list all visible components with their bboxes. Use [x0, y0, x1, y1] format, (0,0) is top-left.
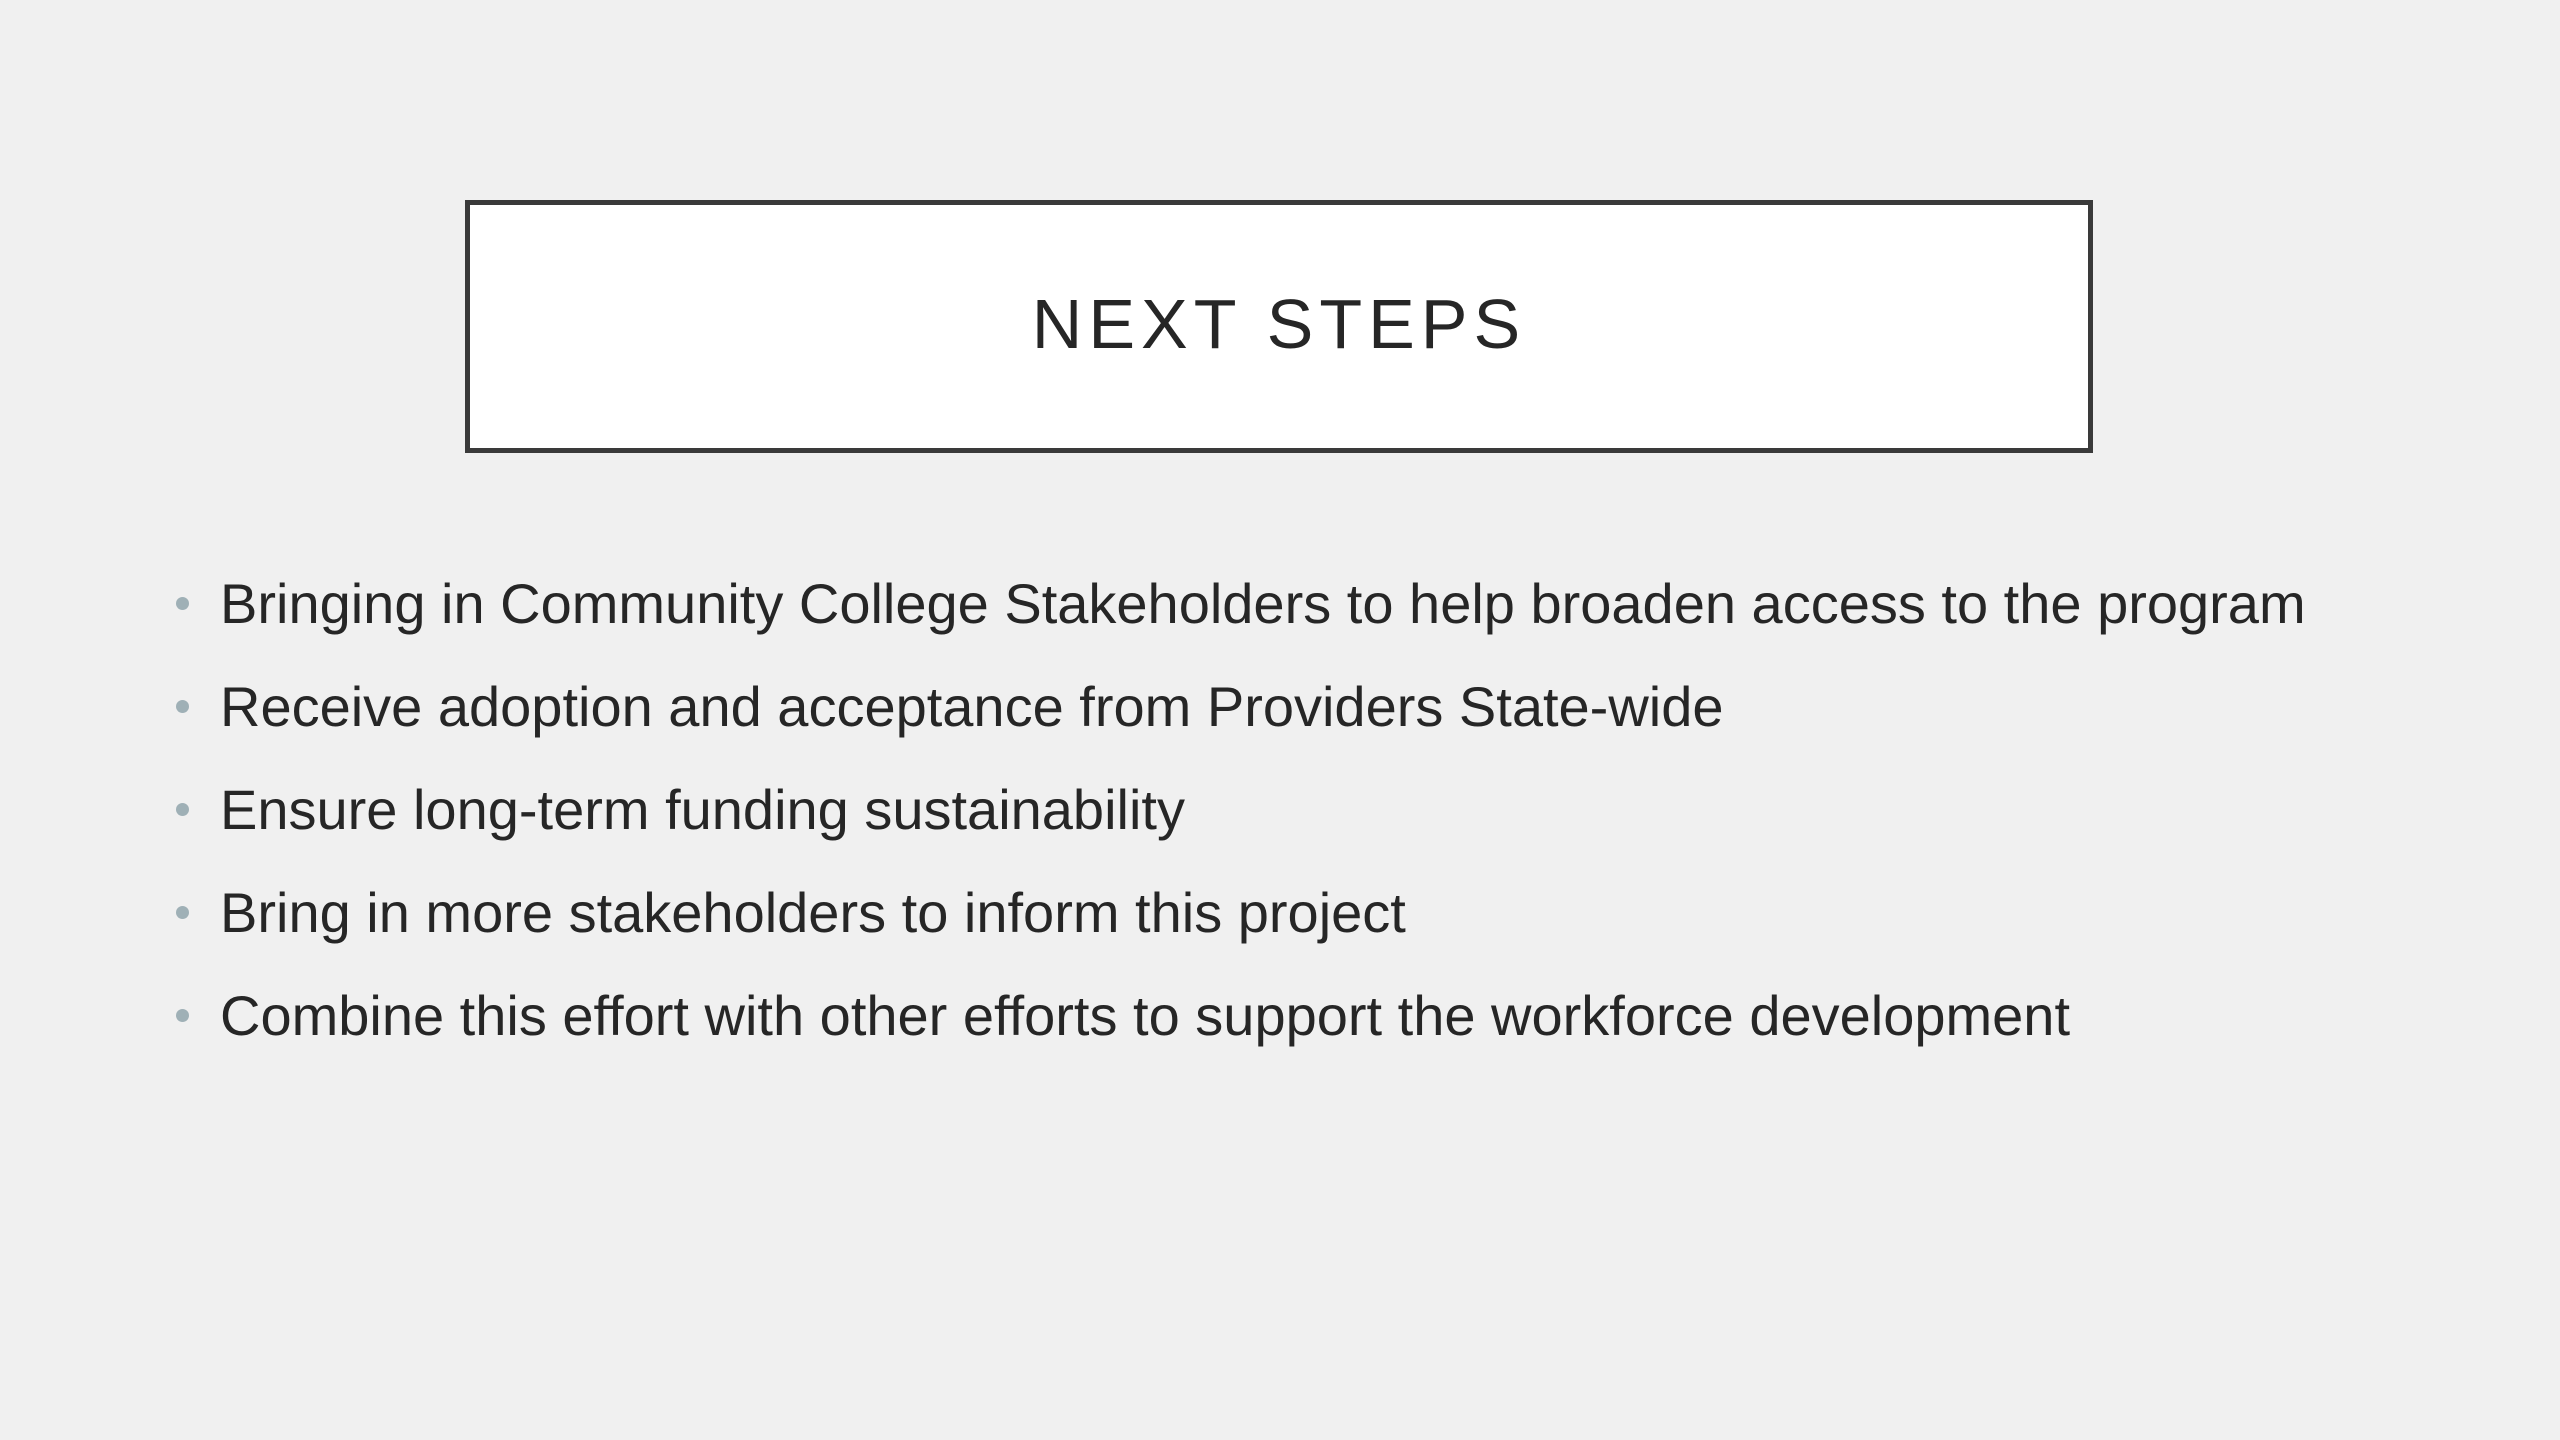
- bullet-text: Bringing in Community College Stakeholders to help broaden access to the program: [220, 572, 2306, 635]
- bullet-text: Ensure long-term funding sustainability: [220, 778, 1185, 841]
- slide-title: NEXT STEPS: [1031, 284, 1527, 363]
- bullet-text: Bring in more stakeholders to inform this project: [220, 881, 1406, 944]
- title-box: [465, 200, 2093, 453]
- bullet-dot-icon: [176, 597, 189, 610]
- bullet-list: [168, 565, 2468, 1080]
- bullet-item: [168, 977, 2468, 1054]
- bullet-item: [168, 565, 2468, 642]
- bullet-item: [168, 668, 2468, 745]
- bullet-item: [168, 771, 2468, 848]
- bullet-dot-icon: [176, 803, 189, 816]
- bullet-dot-icon: [176, 906, 189, 919]
- bullet-item: [168, 874, 2468, 951]
- bullet-text: Combine this effort with other efforts to support the workforce development: [220, 984, 2070, 1047]
- bullet-dot-icon: [176, 700, 189, 713]
- bullet-dot-icon: [176, 1009, 189, 1022]
- bullet-text: Receive adoption and acceptance from Providers State-wide: [220, 675, 1724, 738]
